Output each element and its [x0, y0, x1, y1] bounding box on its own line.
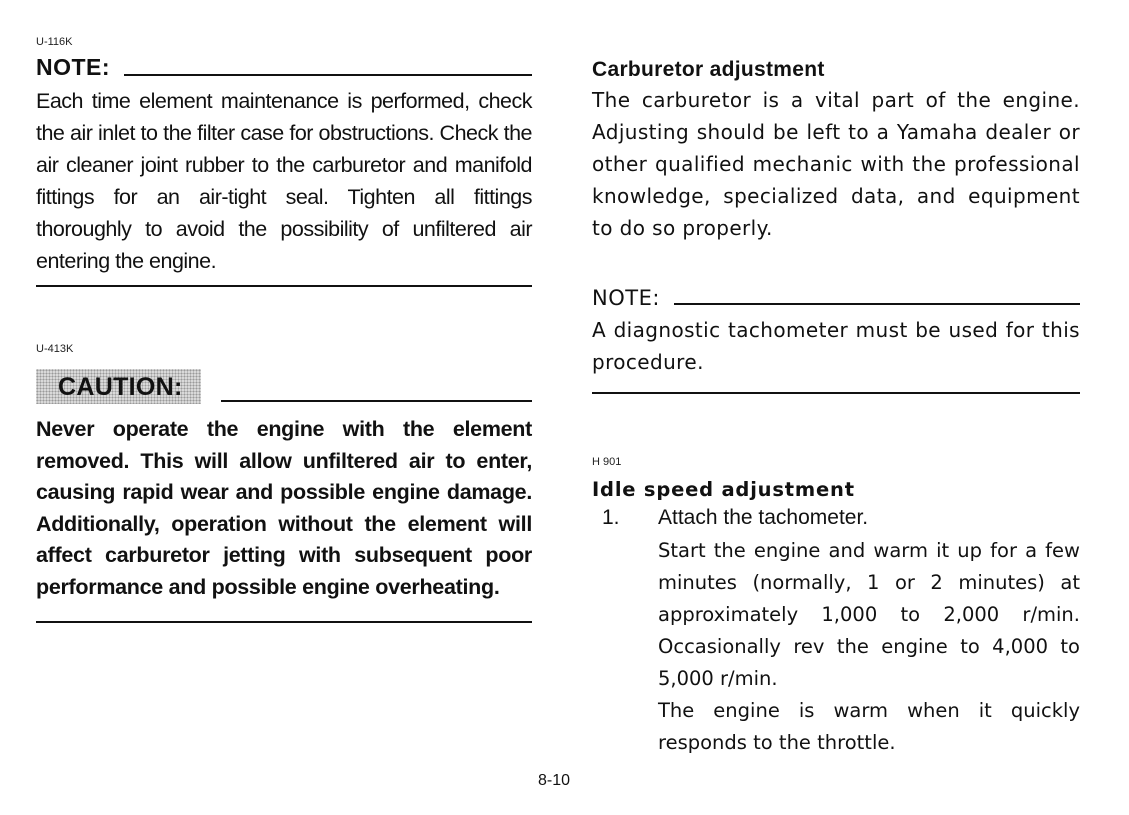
idle-speed-adjustment-title: Idle speed adjustment: [592, 478, 855, 501]
step-item: [592, 503, 1080, 759]
step-number: 1.: [602, 506, 620, 529]
caution-header: [36, 369, 532, 404]
note-body: Each time element maintenance is performed, check the air inlet to the filter case for obstructions. Check the air cleaner joint rubber to the carburetor and manifold fittings for an air-tight seal. Tighten all fittings thoroughly to avoid the possibility of unfiltered air entering the engine.: [36, 89, 532, 273]
right-note-heading: NOTE:: [592, 286, 660, 310]
page-number: 8-10: [538, 772, 571, 789]
right-note-body: A diagnostic tachometer must be used for this procedure.: [592, 318, 1080, 374]
step-body: [658, 503, 1080, 759]
caution-header-rule: [221, 400, 532, 402]
note-reference-code: U-116K: [36, 36, 73, 48]
right-column: [592, 58, 1080, 759]
caution-heading: CAUTION:: [36, 369, 201, 404]
idle-reference-code: H 901: [592, 456, 622, 468]
note-header-rule: [124, 74, 532, 76]
right-note-header-rule: [674, 303, 1080, 305]
right-note-header: [592, 286, 1080, 310]
carburetor-adjustment-body: The carburetor is a vital part of the engine. Adjusting should be left to a Yamaha dealer or other qualified mechanic with the professional knowledge, specialized data, and equipment to do so properly.: [592, 88, 1080, 240]
caution-reference-code: U-413K: [36, 343, 74, 355]
left-column: [36, 36, 532, 623]
note-header: [36, 54, 532, 81]
right-note-bottom-rule: [592, 392, 1080, 394]
caution-body: Never operate the engine with the element removed. This will allow unfiltered air to enter, causing rapid wear and possible engine damage. Additionally, operation without the element will affect carburetor jetting with subsequent poor performance and possible engine overheating.: [36, 417, 532, 599]
step-instructions: Start the engine and warm it up for a few minutes (normally, 1 or 2 minutes) at approximately 1,000 to 2,000 r/min. Occasionally rev the engine to 4,000 to 5,000 r/min.: [658, 539, 1080, 690]
note-heading: NOTE:: [36, 54, 111, 80]
step-warm-note: The engine is warm when it quickly responds to the throttle.: [658, 699, 1080, 754]
carburetor-adjustment-title: Carburetor adjustment: [592, 58, 825, 81]
step-title: Attach the tachometer.: [658, 506, 869, 529]
note-bottom-rule: [36, 285, 532, 287]
caution-bottom-rule: [36, 621, 532, 623]
